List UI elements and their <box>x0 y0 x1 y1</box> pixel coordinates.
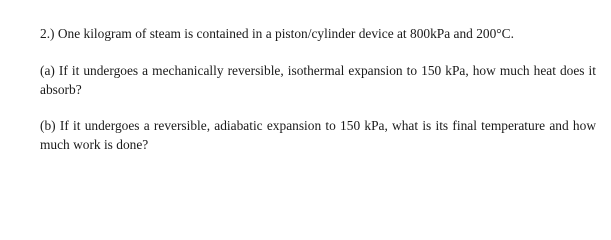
problem-statement: 2.) One kilogram of steam is contained in a piston/cylinder device at 800kPa and 200°C. <box>40 26 514 41</box>
question-part-a: (a) If it undergoes a mechanically reversible, isothermal expansion to 150 kPa, how much heat does it absorb? <box>40 63 596 97</box>
question-part-b: (b) If it undergoes a reversible, adiabatic expansion to 150 kPa, what is its final temperature and how much work is done? <box>40 118 596 152</box>
